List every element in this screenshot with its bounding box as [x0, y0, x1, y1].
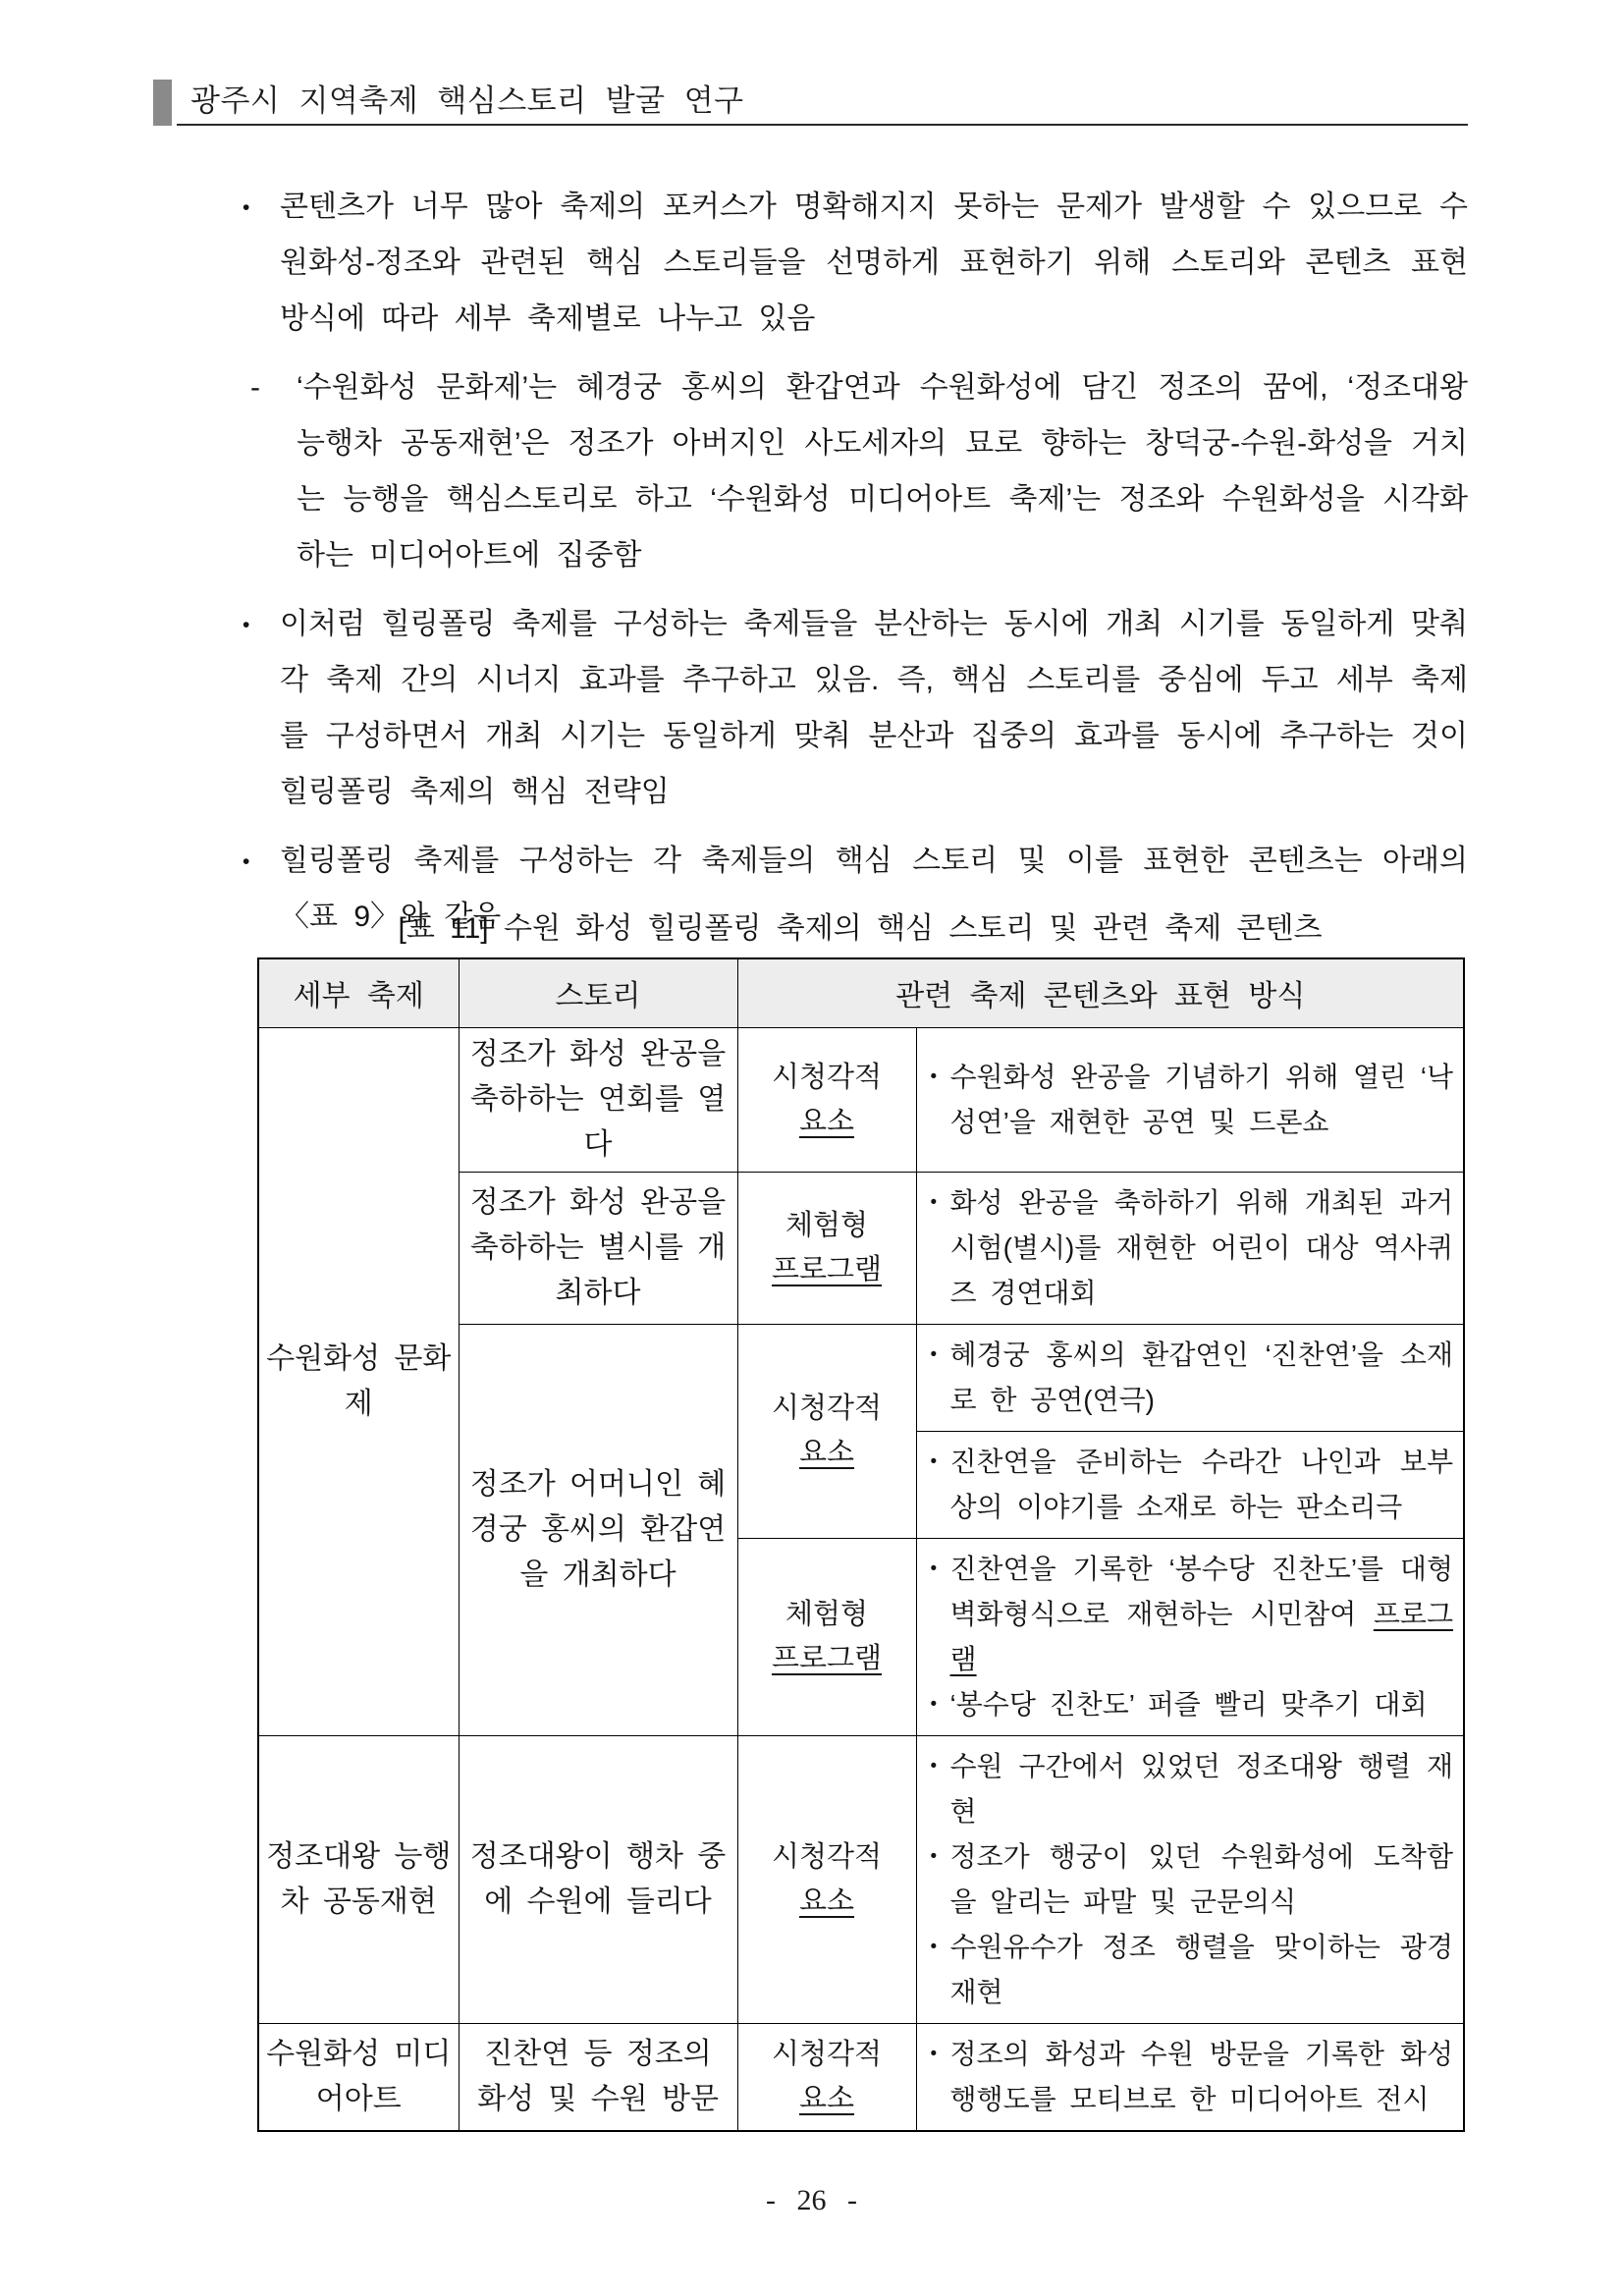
content-text: 진찬연을 기록한 ‘봉수당 진찬도’를 대형 벽화형식으로 재현하는 시민참여	[949, 1553, 1454, 1629]
header-rule	[177, 124, 1468, 126]
story-cell: 진찬연 등 정조의 화성 및 수원 방문	[459, 2023, 737, 2131]
content-bullet: •	[930, 1936, 938, 1957]
type-cell-experience	[737, 1172, 916, 1324]
content-item	[925, 2032, 1454, 2122]
bullet-paragraph-2	[236, 596, 1468, 820]
table-row	[258, 1735, 1464, 2023]
content-text: ‘봉수당 진찬도’ 퍼즐 빨리 맞추기 대회	[949, 1688, 1428, 1720]
type-line: 체험형	[784, 1598, 869, 1630]
festival-cell-media-art: 수원화성 미디어아트	[258, 2023, 459, 2131]
content-bullet: •	[930, 1191, 938, 1213]
content-cell	[916, 1735, 1464, 2023]
table-row	[258, 2023, 1464, 2131]
content-bullet: •	[930, 1343, 938, 1365]
content-bullet: •	[930, 1450, 938, 1472]
dash-marker: -	[250, 371, 260, 404]
page-number: - 26 -	[766, 2184, 857, 2216]
running-header-title: 광주시 지역축제 핵심스토리 발굴 연구	[190, 83, 744, 118]
festival-cell-jeongjo-parade: 정조대왕 능행차 공동재현	[258, 1735, 459, 2023]
type-cell-audiovisual	[737, 2023, 916, 2131]
col-header-story: 스토리	[459, 958, 737, 1027]
col-header-content: 관련 축제 콘텐츠와 표현 방식	[737, 958, 1464, 1027]
bullet-marker: •	[243, 850, 250, 873]
paragraph-text: ‘수원화성 문화제’는 혜경궁 홍씨의 환갑연과 수원화성에 담긴 정조의 꿈에, ‘정조대왕 능행차 공동재현’은 정조가 아버지인 사도세자의 묘로 향하는 창덕궁-수원-화성을 거치는 능행을 핵심스토리로 하고 ‘수원화성 미디어아트 축제’는 정조와 수원화성을 시각화하는 미디어아트에 집중함	[297, 371, 1468, 572]
col-header-festival: 세부 축제	[258, 958, 459, 1027]
content-item	[925, 1744, 1454, 1834]
type-line: 요소	[798, 1105, 855, 1137]
paragraph-text: 콘텐츠가 너무 많아 축제의 포커스가 명확해지지 못하는 문제가 발생할 수 있으므로 수원화성-정조와 관련된 핵심 스토리들을 선명하게 표현하기 위해 스토리와 콘텐츠 표현 방식에 따라 세부 축제별로 나누고 있음	[280, 191, 1468, 335]
content-cell	[916, 1172, 1464, 1324]
content-item	[925, 1440, 1454, 1530]
paragraph-text: 이처럼 힐링폴링 축제를 구성하는 축제들을 분산하는 동시에 개최 시기를 동일하게 맞춰 각 축제 간의 시너지 효과를 추구하고 있음. 즉, 핵심 스토리를 중심에 두고 세부 축제를 구성하면서 개최 시기는 동일하게 맞춰 분산과 집중의 효과를 동시에 추구하는 것이 힐링폴링 축제의 핵심 전략임	[280, 608, 1468, 808]
type-cell-audiovisual	[737, 1324, 916, 1538]
type-cell-audiovisual	[737, 1027, 916, 1172]
content-cell	[916, 1538, 1464, 1735]
story-cell: 정조대왕이 행차 중에 수원에 들리다	[459, 1735, 737, 2023]
body-text-block	[236, 179, 1468, 957]
type-line: 체험형	[784, 1209, 869, 1241]
type-line: 시청각적	[771, 1840, 883, 1873]
table-caption: [표 11] 수원 화성 힐링폴링 축제의 핵심 스토리 및 관련 축제 콘텐츠	[398, 912, 1323, 945]
type-line: 시청각적	[771, 2038, 883, 2070]
type-line: 요소	[798, 1437, 855, 1468]
content-bullet: •	[930, 2043, 938, 2064]
type-line: 프로그램	[771, 1253, 883, 1285]
content-bullet: •	[930, 1755, 938, 1777]
content-text: 화성 완공을 축하하기 위해 개최된 과거시험(별시)를 재현한 어린이 대상 역사퀴즈 경연대회	[949, 1186, 1454, 1308]
content-item	[925, 1547, 1454, 1682]
type-line: 프로그램	[771, 1642, 883, 1674]
content-item	[925, 1333, 1454, 1423]
content-cell	[916, 1027, 1464, 1172]
content-bullet: •	[930, 1066, 938, 1087]
content-text: 수원유수가 정조 행렬을 맞이하는 광경 재현	[949, 1931, 1454, 2007]
content-text-underlined: 프로그램	[949, 1598, 1454, 1674]
content-item	[925, 1180, 1454, 1316]
content-text: 수원화성 완공을 기념하기 위해 열린 ‘낙성연’을 재현한 공연 및 드론쇼	[949, 1061, 1454, 1137]
content-text: 혜경궁 홍씨의 환갑연인 ‘진찬연’을 소재로 한 공연(연극)	[949, 1339, 1454, 1415]
festival-story-table	[257, 957, 1465, 2132]
story-cell: 정조가 어머니인 혜경궁 홍씨의 환갑연을 개최하다	[459, 1324, 737, 1735]
header-accent-bar	[153, 80, 172, 126]
content-cell	[916, 1324, 1464, 1431]
content-text: 정조의 화성과 수원 방문을 기록한 화성행행도를 모티브로 한 미디어아트 전시	[949, 2038, 1454, 2114]
type-line: 요소	[798, 2082, 855, 2114]
content-item	[925, 1925, 1454, 2015]
bullet-marker: •	[243, 196, 250, 219]
content-cell	[916, 1431, 1464, 1538]
bullet-marker: •	[243, 614, 250, 636]
table-row	[258, 1027, 1464, 1172]
story-cell: 정조가 화성 완공을 축하하는 연회를 열다	[459, 1027, 737, 1172]
type-line: 요소	[798, 1885, 855, 1917]
content-bullet: •	[930, 1693, 938, 1715]
table-header-row	[258, 958, 1464, 1027]
content-text: 정조가 행궁이 있던 수원화성에 도착함을 알리는 파말 및 군문의식	[949, 1840, 1454, 1917]
type-cell-audiovisual	[737, 1735, 916, 2023]
type-line: 시청각적	[771, 1061, 883, 1093]
story-cell: 정조가 화성 완공을 축하하는 별시를 개최하다	[459, 1172, 737, 1324]
content-item	[925, 1834, 1454, 1925]
bullet-paragraph-1	[236, 179, 1468, 347]
content-item	[925, 1682, 1454, 1727]
festival-cell-suwon-hwaseong-munhwaje: 수원화성 문화제	[258, 1027, 459, 1735]
content-bullet: •	[930, 1845, 938, 1867]
type-cell-experience	[737, 1538, 916, 1735]
content-bullet: •	[930, 1558, 938, 1579]
paragraph-text: 힐링폴링 축제를 구성하는 각 축제들의 핵심 스토리 및 이를 표현한 콘텐츠는 아래의 〈표 9〉와 같음	[280, 845, 1468, 933]
content-cell	[916, 2023, 1464, 2131]
dash-paragraph	[236, 359, 1468, 583]
type-line: 시청각적	[771, 1393, 883, 1424]
content-item	[925, 1055, 1454, 1145]
content-text: 수원 구간에서 있었던 정조대왕 행렬 재현	[949, 1750, 1454, 1827]
content-text: 진찬연을 준비하는 수라간 나인과 보부상의 이야기를 소재로 하는 판소리극	[949, 1446, 1454, 1522]
